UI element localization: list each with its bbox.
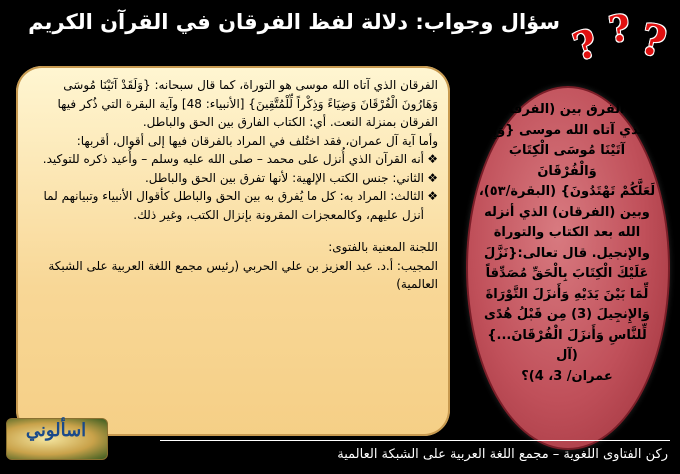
question-line: لَعَلَّكُمْ تَهْتَدُونَ} (البقرة/٥٣)، bbox=[478, 184, 656, 199]
answer-point bbox=[30, 187, 438, 224]
question-text bbox=[478, 100, 656, 430]
question-line: عمران/ 3، 4)؟ bbox=[521, 368, 613, 384]
question-line: وَالإِنجِيلَ (3) مِن قَبْلُ هُدًى bbox=[483, 307, 651, 322]
question-line: لِّلنَّاسِ وَأَنزَلَ الْفُرْقَانَ...} (آل bbox=[487, 327, 647, 363]
question-line: والإنجيل. قال تعالى:{نَزَّلَ bbox=[484, 245, 650, 261]
diamond-bullet-icon: ❖ bbox=[427, 170, 438, 185]
question-line: الذي آتاه الله موسى {وَإِذْ bbox=[486, 122, 648, 138]
committee-label: اللجنة المعنية بالفتوى: bbox=[328, 240, 438, 254]
answer-point-text: الثالث: المراد به: كل ما يُفرق به بين الحق والباطل كأقوال الأنبياء وتبيانهم لما أنزل عليهم، وكالمعجزات المقرونة بإنزال الكتب، وغير ذلك. bbox=[43, 189, 424, 222]
logo-text: اسألوني bbox=[25, 420, 87, 441]
answer-text bbox=[30, 76, 438, 294]
footer-text: ركن الفتاوى اللغوية – مجمع اللغة العربية على الشبكة العالمية bbox=[337, 447, 668, 462]
answer-point bbox=[30, 150, 438, 169]
answer-points bbox=[30, 150, 438, 224]
question-marks-illustration bbox=[562, 8, 672, 70]
question-mark-icon: ? bbox=[567, 19, 603, 70]
question-line: الله بعد الكتاب والتوراة bbox=[493, 225, 641, 240]
answer-paragraph-2: وأما آية آل عمران، فقد اختُلف في المراد بالفرقان فيها إلى أقوال، أقربها: bbox=[76, 133, 438, 148]
question-line: لِّمَا بَيْنَ يَدَيْهِ وَأَنزَلَ التَّوْرَاةَ bbox=[485, 286, 649, 302]
spacer bbox=[30, 224, 438, 238]
question-mark-icon: ? bbox=[606, 6, 633, 52]
answer-point bbox=[30, 169, 438, 188]
diamond-bullet-icon: ❖ bbox=[427, 189, 438, 203]
question-mark-icon: ? bbox=[636, 13, 671, 68]
question-line: ما الفرق بين (الفرقان) bbox=[492, 102, 642, 117]
responder: المجيب: أ.د. عبد العزيز بن علي الحربي (رئيس مجمع اللغة العربية على الشبكة العالمية) bbox=[48, 258, 438, 291]
footer-divider bbox=[160, 440, 670, 441]
question-line: وبين (الفرقان) الذي أنزله bbox=[484, 204, 650, 220]
diamond-bullet-icon: ❖ bbox=[427, 152, 438, 166]
answer-point-text: الثاني: جنس الكتب الإلهية: لأنها تفرق بين الحق والباطل. bbox=[144, 170, 424, 185]
page-title: سؤال وجواب: دلالة لفظ الفرقان في القرآن الكريم bbox=[28, 10, 560, 34]
question-line: آتَيْنَا مُوسَى الْكِتَابَ وَالْفُرْقَانَ bbox=[508, 143, 626, 179]
question-line: عَلَيْكَ الْكِتَابَ بِالْحَقِّ مُصَدِّقاً bbox=[485, 266, 649, 281]
answer-point-text: أنه القرآن الذي أُنزل على محمد – صلى الله عليه وسلم – وأُعيد ذكره للتوكيد. bbox=[42, 152, 424, 166]
answer-paragraph-1: الفرقان الذي آتاه الله موسى هو التوراة، كما قال سبحانه: {وَلَقَدْ آتَيْنَا مُوسَى وَهَارُونَ الْفُرْقَانَ وَضِيَاءً وَذِكْراً لِّلْمُتَّقِينَ} [الأنبياء: 48] وآية البقرة التي ذُكر فيها الفرقان بمنزلة النعت. أي: الكتاب الفارق بين الحق والباطل. bbox=[57, 78, 438, 129]
